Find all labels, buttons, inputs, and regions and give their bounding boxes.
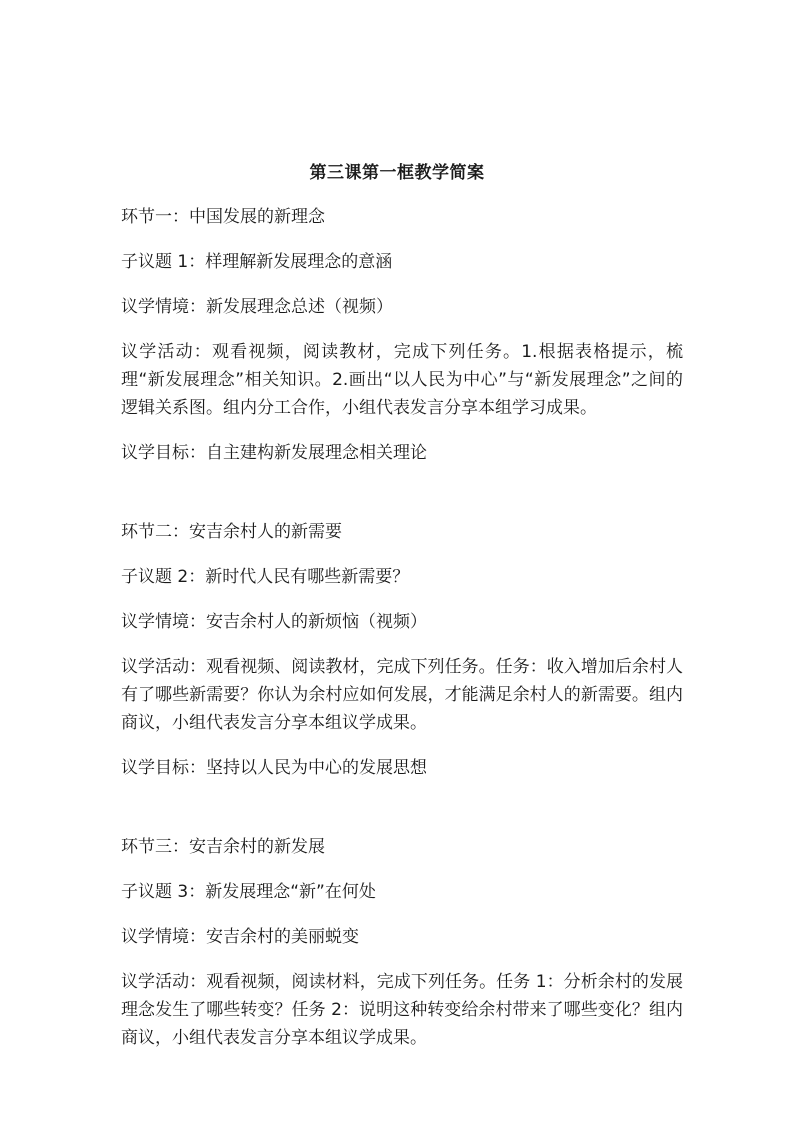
- section-heading: 环节一：中国发展的新理念: [121, 207, 325, 227]
- section-heading: 环节三：安吉余村的新发展: [121, 837, 325, 857]
- section-spacer: [121, 484, 683, 518]
- document-body: [121, 203, 683, 1069]
- learning-activity: 议学活动：观看视频、阅读教材，完成下列任务。任务：收入增加后余村人有了哪些新需要？你认为余村应如何发展，才能满足余村人的新需要。组内商议，小组代表发言分享本组议学成果。: [121, 657, 683, 733]
- learning-situation: 议学情境：安吉余村人的新烦恼（视频）: [121, 612, 427, 632]
- learning-goal: 议学目标：坚持以人民为中心的发展思想: [121, 758, 427, 778]
- sub-topic: 子议题 1：样理解新发展理念的意涵: [121, 252, 393, 272]
- sub-topic: 子议题 3：新发展理念“新”在何处: [121, 882, 376, 902]
- section-spacer: [121, 799, 683, 833]
- learning-activity: 议学活动：观看视频，阅读材料，完成下列任务。任务 1：分析余村的发展理念发生了哪些转变？任务 2：说明这种转变给余村带来了哪些变化？组内商议，小组代表发言分享本组议学成果。: [121, 972, 683, 1048]
- learning-situation: 议学情境：安吉余村的美丽蜕变: [121, 927, 359, 947]
- learning-situation: 议学情境：新发展理念总述（视频）: [121, 297, 393, 317]
- section-2: [121, 518, 683, 782]
- document-title: 第三课第一框教学简案: [309, 163, 485, 183]
- learning-goal: 议学目标：自主建构新发展理念相关理论: [121, 443, 427, 463]
- section-1: [121, 203, 683, 467]
- section-heading: 环节二：安吉余村人的新需要: [121, 522, 342, 542]
- section-3: [121, 833, 683, 1052]
- learning-activity: 议学活动：观看视频，阅读教材，完成下列任务。1.根据表格提示，梳理“新发展理念”相关知识。2.画出“以人民为中心”与“新发展理念”之间的逻辑关系图。组内分工合作，小组代表发言分享本组学习成果。: [121, 342, 683, 418]
- sub-topic: 子议题 2：新时代人民有哪些新需要？: [121, 567, 410, 587]
